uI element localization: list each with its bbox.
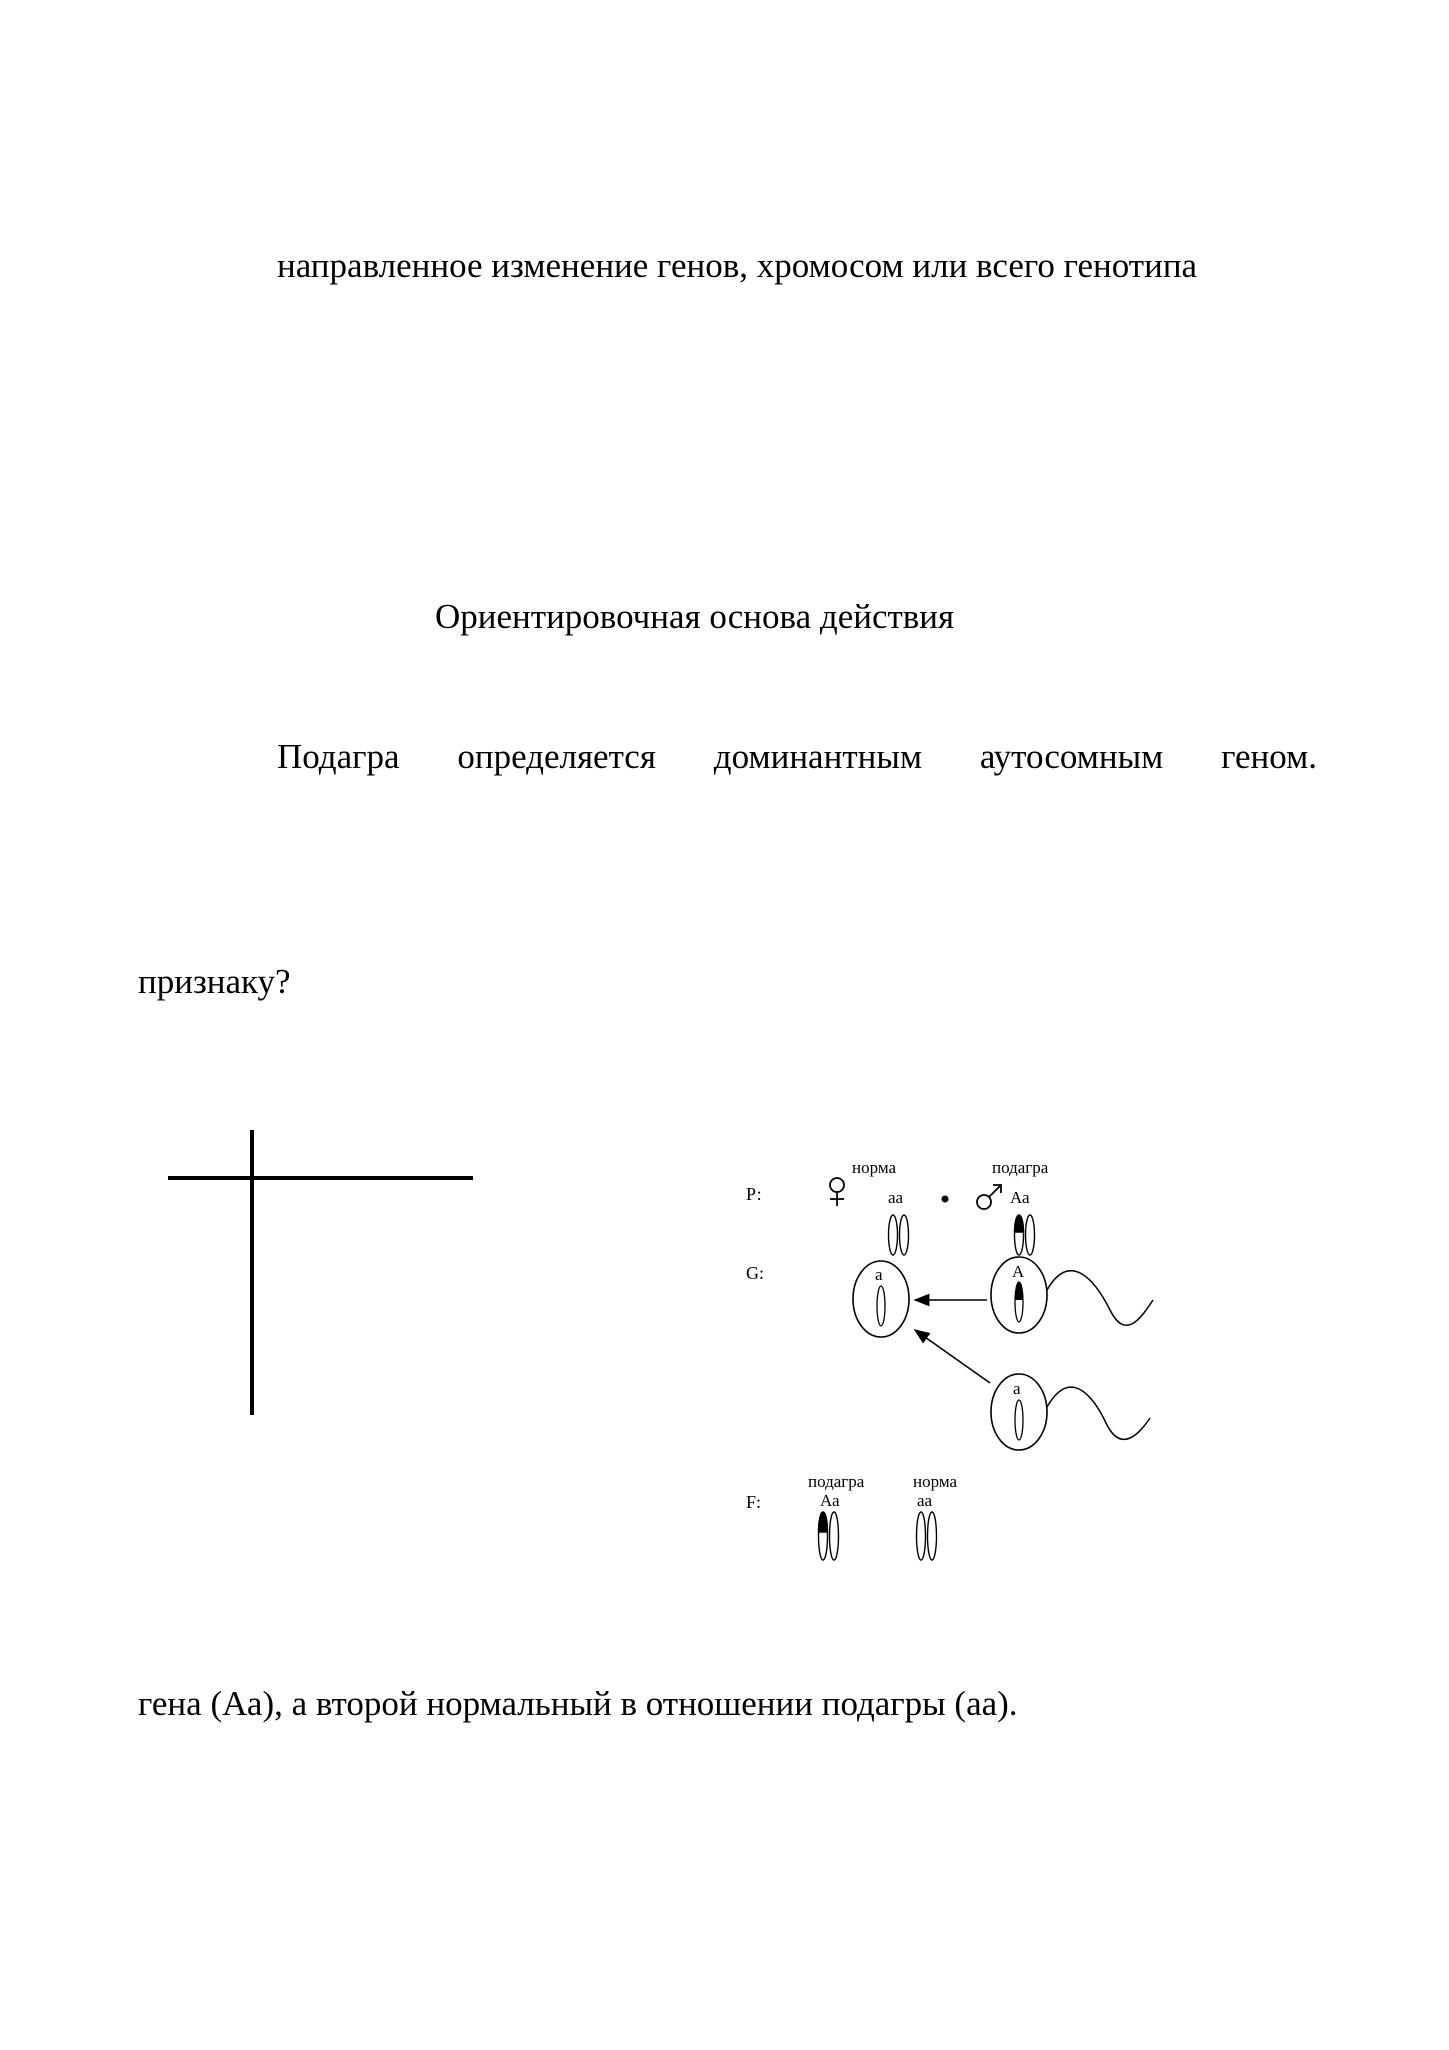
male-gamete-recessive-allele: а (1013, 1379, 1021, 1398)
offspring-2-chromosome-pair (917, 1512, 937, 1560)
male-gamete-dominant-allele: А (1012, 1262, 1025, 1281)
word: геном. (1221, 737, 1317, 776)
male-gamete-dominant (991, 1257, 1153, 1333)
row-label-offspring: F: (746, 1492, 762, 1512)
offspring-1-chromosome-pair (819, 1512, 839, 1560)
female-phenotype-label: норма (852, 1158, 897, 1177)
offspring-1-genotype: Аа (820, 1491, 840, 1510)
male-phenotype-label: подагра (992, 1158, 1049, 1177)
inheritance-diagram (735, 1140, 1175, 1590)
punnett-grid-cross (160, 1130, 490, 1420)
word: аутосомным (979, 737, 1164, 776)
section-heading: Ориентировочная основа действия (435, 597, 955, 636)
text-line-gout-statement (277, 735, 1317, 779)
offspring-2-phenotype-label: норма (913, 1472, 958, 1491)
male-symbol-icon (977, 1185, 1001, 1209)
text-line-question: признаку? (138, 962, 291, 1001)
word: определяется (457, 737, 656, 776)
female-gamete-allele: а (875, 1265, 883, 1284)
row-label-parents: Р: (746, 1184, 762, 1204)
female-chromosome-pair (889, 1215, 909, 1255)
word: Подагра (277, 737, 400, 776)
offspring-1-phenotype-label: подагра (808, 1472, 865, 1491)
male-gamete-recessive (991, 1374, 1150, 1450)
word: доминантным (713, 737, 923, 776)
female-symbol-icon (830, 1178, 844, 1206)
sperm-tail-icon (1047, 1387, 1150, 1439)
text-line-genotype-conclusion: гена (Аа), а второй нормальный в отношении подагры (аа). (138, 1684, 1018, 1723)
sperm-tail-icon (1047, 1271, 1153, 1326)
fertilization-arrow (915, 1330, 990, 1383)
row-label-gametes: G: (746, 1263, 764, 1283)
female-gamete (853, 1261, 909, 1337)
female-genotype: аа (888, 1188, 904, 1207)
male-genotype: Аа (1010, 1188, 1030, 1207)
text-line-mutation-definition: направленное изменение генов, хромосом или всего генотипа (277, 246, 1198, 285)
cross-dot-icon (942, 1196, 949, 1203)
male-chromosome-pair (1015, 1215, 1035, 1255)
offspring-2-genotype: аа (917, 1491, 933, 1510)
